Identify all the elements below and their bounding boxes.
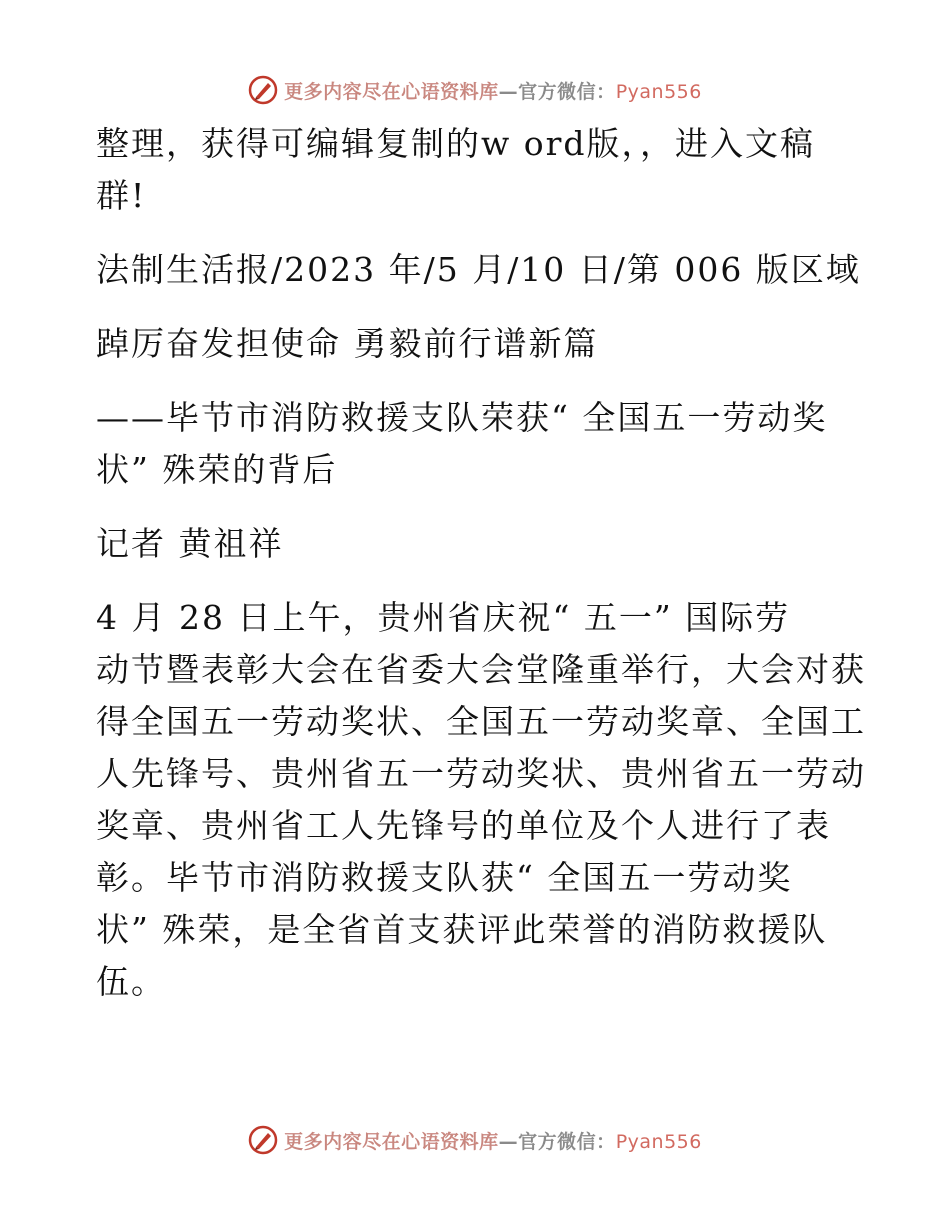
- text-line: ——毕节市消防救援支队荣获“ 全国五一劳动奖: [96, 398, 828, 437]
- banner-text: [284, 1127, 702, 1154]
- banner-dash: —: [498, 80, 519, 103]
- byline: [96, 518, 856, 570]
- text-line: 群!: [96, 176, 147, 215]
- text-line: 伍。: [96, 962, 166, 1001]
- text-line: 彰。毕节市消防救援支队获“ 全国五一劳动奖: [96, 858, 793, 897]
- article-subtitle: [96, 392, 856, 496]
- banner-dash: —: [498, 1130, 519, 1153]
- text-line: 得全国五一劳动奖状、全国五一劳动奖章、全国工: [96, 702, 866, 741]
- text-line: 动节暨表彰大会在省委大会堂隆重举行，大会对获: [96, 650, 866, 689]
- banner-wechat-id: Pyan556: [615, 80, 702, 103]
- banner-text: [284, 77, 702, 104]
- intro-paragraph: [96, 118, 856, 222]
- pen-logo-icon: [248, 75, 278, 105]
- source-line: [96, 244, 861, 296]
- document-body: [96, 118, 866, 1008]
- text-line: 人先锋号、贵州省五一劳动奖状、贵州省五一劳动: [96, 754, 866, 793]
- text-line: 整理，获得可编辑复制的w ord版，，进入文稿: [96, 124, 816, 163]
- pen-logo-icon: [248, 1125, 278, 1155]
- text-line: 踔厉奋发担使命 勇毅前行谱新篇: [96, 324, 599, 363]
- footer-watermark-banner: [0, 1120, 950, 1160]
- text-line: 法制生活报/2023 年/5 月/10 日/第 006 版区域: [96, 250, 861, 289]
- banner-wechat-label: 官方微信：: [518, 1130, 616, 1153]
- banner-wechat-id: Pyan556: [615, 1130, 702, 1153]
- banner-prefix: 更多内容尽在心语资料库: [284, 80, 499, 103]
- text-line: 4 月 28 日上午，贵州省庆祝“ 五一” 国际劳: [96, 598, 791, 637]
- banner-prefix: 更多内容尽在心语资料库: [284, 1130, 499, 1153]
- text-line: 记者 黄祖祥: [96, 524, 284, 563]
- text-line: 奖章、贵州省工人先锋号的单位及个人进行了表: [96, 806, 831, 845]
- article-headline: [96, 318, 856, 370]
- text-line: 状” 殊荣的背后: [96, 450, 338, 489]
- header-watermark-banner: [0, 70, 950, 110]
- banner-wechat-label: 官方微信：: [518, 80, 616, 103]
- body-paragraph: [96, 592, 866, 1008]
- text-line: 状” 殊荣，是全省首支获评此荣誉的消防救援队: [96, 910, 828, 949]
